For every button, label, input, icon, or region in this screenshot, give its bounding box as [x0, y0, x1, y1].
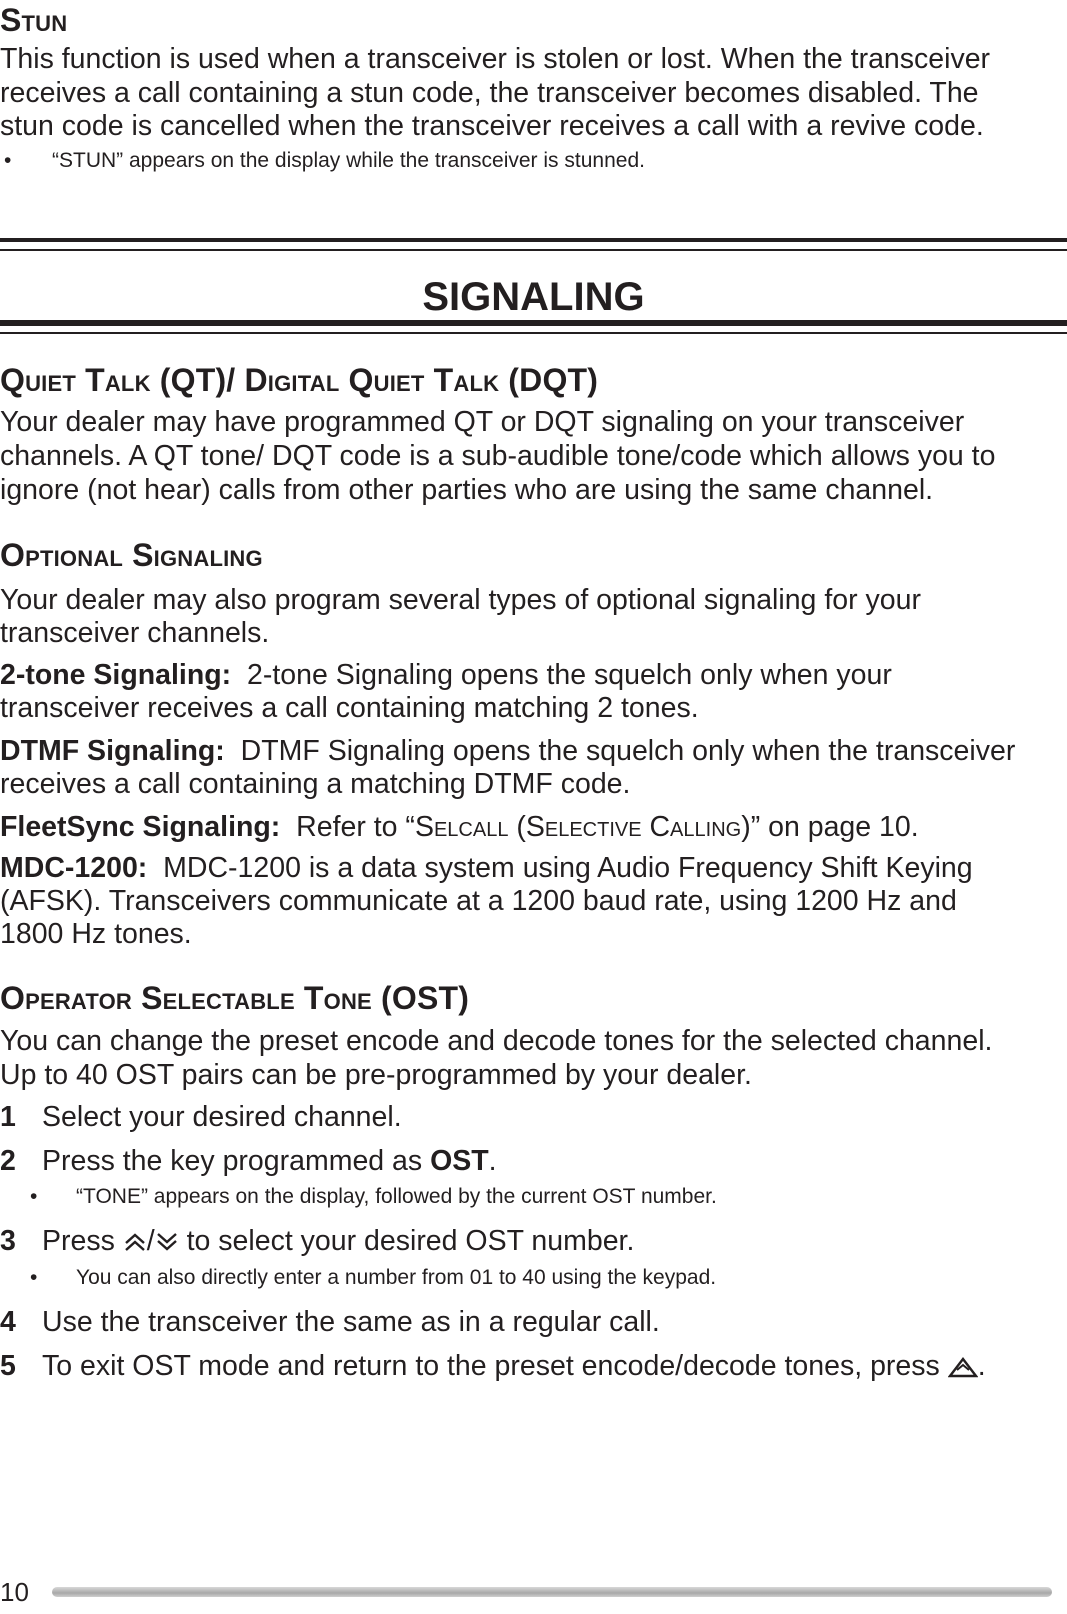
two-tone-text-1: 2-tone Signaling opens the squelch only when your	[247, 659, 892, 691]
qt-body-line-3: ignore (not hear) calls from other parties who are using the same channel.	[0, 474, 934, 506]
stun-body-line-3: stun code is cancelled when the transceiver receives a call with a revive code.	[0, 110, 984, 142]
section-rule-bottom-thick	[0, 320, 1067, 326]
ost-step-4	[0, 1305, 660, 1339]
step-text-after: .	[488, 1145, 497, 1177]
two-tone-label: 2-tone Signaling:	[0, 659, 232, 691]
stun-heading: Stun	[0, 2, 68, 38]
optional-body-line-1: Your dealer may also program several types of optional signaling for your	[0, 584, 921, 616]
dtmf-label: DTMF Signaling:	[0, 735, 225, 767]
fleetsync-text-before: Refer to “	[296, 811, 415, 843]
step-number: 1	[0, 1101, 16, 1133]
dtmf-line-2: receives a call containing a matching DTMF code.	[0, 768, 631, 800]
page-number: 10	[0, 1577, 29, 1607]
section-rule-bottom-thin	[0, 332, 1067, 334]
fleetsync-line	[0, 810, 919, 844]
section-title: SIGNALING	[422, 275, 645, 319]
double-chevron-down-icon	[155, 1227, 179, 1261]
step-separator: /	[146, 1225, 155, 1257]
mdc-label: MDC-1200:	[0, 852, 148, 884]
mdc-line-3: 1800 Hz tones.	[0, 918, 192, 950]
stun-body-line-1: This function is used when a transceiver is stolen or lost. When the transceiver	[0, 43, 991, 75]
ost-body-line-2: Up to 40 OST pairs can be pre-programmed by your dealer.	[0, 1059, 752, 1091]
step-text: Select your desired channel.	[42, 1101, 402, 1133]
step-text-after: to select your desired OST number.	[178, 1225, 635, 1257]
stun-note	[0, 148, 645, 174]
qt-heading: Quiet Talk (QT)/ Digital Quiet Talk (DQT)	[0, 362, 599, 398]
footer-bar	[52, 1587, 1052, 1597]
dtmf-line-1	[0, 734, 1015, 768]
section-rule-top-thick	[0, 238, 1067, 242]
bullet: •	[30, 1266, 38, 1289]
step-text-before: To exit OST mode and return to the preset encode/decode tones, press	[42, 1350, 948, 1382]
mdc-line-2: (AFSK). Transceivers communicate at a 1200 baud rate, using 1200 Hz and	[0, 885, 957, 917]
optional-signaling-heading: Optional Signaling	[0, 537, 263, 573]
ost-step-1	[0, 1100, 402, 1134]
fleetsync-label: FleetSync Signaling:	[0, 811, 281, 843]
triangle-key-icon	[948, 1352, 978, 1386]
two-tone-line-1	[0, 658, 892, 692]
dtmf-text-1: DTMF Signaling opens the squelch only when the transceiver	[240, 735, 1016, 767]
step-text: Use the transceiver the same as in a regular call.	[42, 1306, 660, 1338]
ost-step-2	[0, 1144, 497, 1178]
ost-step-3-note	[30, 1265, 716, 1291]
ost-step-5	[0, 1349, 986, 1386]
two-tone-line-2: transceiver receives a call containing matching 2 tones.	[0, 692, 699, 724]
mdc-line-1	[0, 851, 973, 885]
step-number: 3	[0, 1225, 16, 1257]
step-text-before: Press	[42, 1225, 123, 1257]
ost-body-line-1: You can change the preset encode and decode tones for the selected channel.	[0, 1025, 993, 1057]
step-number: 4	[0, 1306, 16, 1338]
mdc-text-1: MDC-1200 is a data system using Audio Frequency Shift Keying	[163, 852, 973, 884]
ost-key-label: OST	[430, 1145, 489, 1177]
bullet: •	[4, 149, 12, 172]
step-text-before: Press the key programmed as	[42, 1145, 431, 1177]
stun-body-line-2: receives a call containing a stun code, the transceiver becomes disabled. The	[0, 77, 979, 109]
ost-step-3	[0, 1224, 634, 1261]
step-number: 2	[0, 1145, 16, 1177]
stun-note-text: “STUN” appears on the display while the transceiver is stunned.	[52, 149, 645, 172]
double-chevron-up-icon	[123, 1227, 147, 1261]
qt-body-line-2: channels. A QT tone/ DQT code is a sub-audible tone/code which allows you to	[0, 440, 996, 472]
qt-body-line-1: Your dealer may have programmed QT or DQT signaling on your transceiver	[0, 406, 965, 438]
fleetsync-text-after: ” on page 10.	[750, 811, 919, 843]
ost-step-2-note	[30, 1184, 717, 1210]
optional-body-line-2: transceiver channels.	[0, 617, 270, 649]
ost-heading: Operator Selectable Tone (OST)	[0, 980, 470, 1016]
step-3-note-text: You can also directly enter a number from 01 to 40 using the keypad.	[76, 1266, 717, 1289]
fleetsync-reference: Selcall (Selective Calling)	[414, 811, 751, 843]
bullet: •	[30, 1185, 38, 1208]
section-rule-top-thin	[0, 249, 1067, 251]
step-number: 5	[0, 1350, 16, 1382]
step-text-after: .	[977, 1350, 986, 1382]
step-2-note-text: “TONE” appears on the display, followed by the current OST number.	[76, 1185, 717, 1208]
